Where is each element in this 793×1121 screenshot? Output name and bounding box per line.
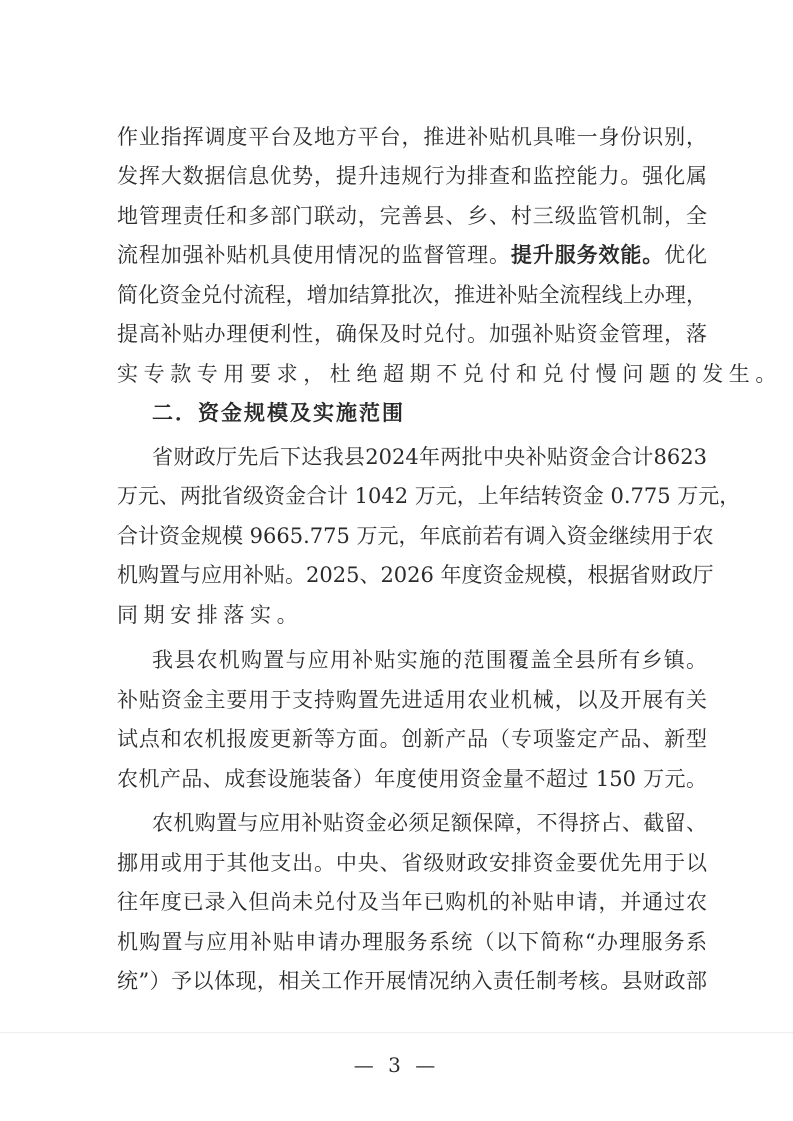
text-line: 我县农机购置与应用补贴实施的范围覆盖全县所有乡镇。 — [152, 648, 707, 672]
text-line: 实专款专用要求，杜绝超期不兑付和兑付慢问题的发生。 — [117, 362, 782, 386]
text-line: 农机购置与应用补贴资金必须足额保障，不得挤占、截留、 — [152, 811, 707, 835]
section-heading: 二．资金规模及实施范围 — [152, 401, 405, 425]
text-line: 同期安排落实。 — [117, 603, 304, 627]
text-segment: 优化 — [664, 243, 708, 267]
text-line: 省财政厅先后下达我县2024年两批中央补贴资金合计8623 — [152, 445, 707, 469]
page-divider — [0, 1032, 793, 1033]
text-line: 农机产品、成套设施装备）年度使用资金量不超过 150 万元。 — [117, 767, 707, 791]
text-line: 提高补贴办理便利性，确保及时兑付。加强补贴资金管理，落 — [117, 322, 707, 346]
bold-phrase: 提升服务效能。 — [510, 243, 665, 267]
text-line: 机购置与应用补贴。2025、2026 年度资金规模，根据省财政厅 — [117, 563, 714, 587]
text-line: 万元、两批省级资金合计 1042 万元，上年结转资金 0.775 万元， — [117, 484, 741, 508]
text-line: 地管理责任和多部门联动，完善县、乡、村三级监管机制，全 — [117, 204, 707, 228]
text-line: 发挥大数据信息优势，提升违规行为排查和监控能力。强化属 — [117, 164, 707, 188]
text-line: 补贴资金主要用于支持购置先进适用农业机械，以及开展有关 — [117, 688, 707, 712]
text-line: 挪用或用于其他支出。中央、省级财政安排资金要优先用于以 — [117, 851, 707, 875]
text-line — [117, 241, 707, 269]
text-line: 试点和农机报废更新等方面。创新产品（专项鉴定产品、新型 — [117, 727, 707, 751]
page-number: — 3 — — [353, 1053, 440, 1077]
text-line: 简化资金兑付流程，增加结算批次，推进补贴全流程线上办理， — [117, 283, 707, 307]
text-segment: 流程加强补贴机具使用情况的监督管理。 — [117, 243, 511, 267]
text-line: 往年度已录入但尚未兑付及当年已购机的补贴申请，并通过农 — [117, 890, 707, 914]
text-line: 统”）予以体现，相关工作开展情况纳入责任制考核。县财政部 — [117, 969, 707, 993]
text-line: 机购置与应用补贴申请办理服务系统（以下简称“办理服务系 — [117, 930, 707, 954]
text-line: 合计资金规模 9665.775 万元，年底前若有调入资金继续用于农 — [117, 524, 714, 548]
text-line: 作业指挥调度平台及地方平台，推进补贴机具唯一身份识别， — [117, 125, 707, 149]
